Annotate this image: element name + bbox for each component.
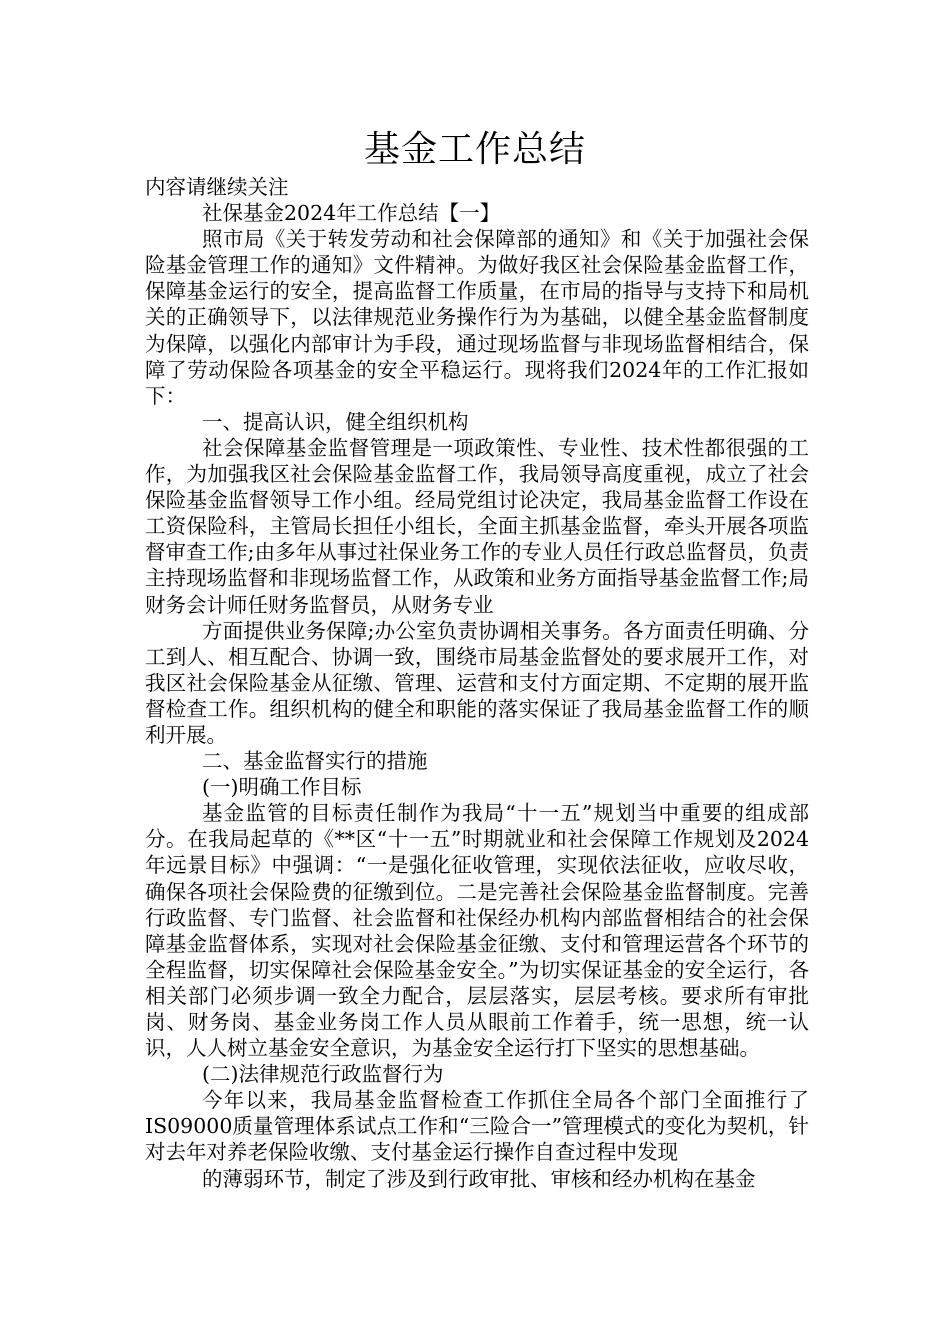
body-paragraph: 照市局《关于转发劳动和社会保障部的通知》和《关于加强社会保险基金管理工作的通知》文件精神。为做好我区社会保险基金监督工作，保障基金运行的安全，提高监督工作质量，在市局的指导与支持下和局机关的正确领导下，以法律规范业务操作行为为基础，以健全基金监督制度为保障，以强化内部审计为手段，通过现场监督与非现场监督相结合，保障了劳动保险各项基金的安全平稳运行。现将我们2024年的工作汇报如下：: [145, 227, 809, 408]
document-title: 基金工作总结: [363, 129, 586, 170]
section-heading: 一、提高认识，健全组织机构: [202, 409, 469, 434]
body-paragraph: 的薄弱环节，制定了涉及到行政审批、审核和经办机构在基金: [202, 1166, 756, 1191]
subsection-heading: (一)明确工作目标: [202, 775, 362, 800]
intro-note: 内容请继续关注: [145, 175, 289, 199]
body-paragraph: 今年以来，我局基金监督检查工作抓住全局各个部门全面推行了IS09000质量管理体系试点工作和“三险合一”管理模式的变化为契机，针对去年对养老保险收缴、支付基金运行操作自查过程中发现: [145, 1088, 809, 1165]
section-heading: 二、基金监督实行的措施: [202, 749, 428, 774]
body-paragraph: 社会保障基金监督管理是一项政策性、专业性、技术性都很强的工作，为加强我区社会保险基金监督工作，我局领导高度重视，成立了社会保险基金监督领导工作小组。经局党组讨论决定，我局基金监督工作设在工资保险科，主管局长担任小组长，全面主抓基金监督，牵头开展各项监督审查工作;由多年从事过社保业务工作的专业人员任行政总监督员，负责主持现场监督和非现场监督工作，从政策和业务方面指导基金监督工作;局财务会计师任财务监督员，从财务专业: [145, 435, 809, 617]
body-paragraph: 方面提供业务保障;办公室负责协调相关事务。各方面责任明确、分工到人、相互配合、协调一致，围绕市局基金监督处的要求展开工作，对我区社会保险基金从征缴、管理、运营和支付方面定期、不定期的展开监督检查工作。组织机构的健全和职能的落实保证了我局基金监督工作的顺利开展。: [145, 618, 809, 747]
body-paragraph: 基金监管的目标责任制作为我局“十一五”规划当中重要的组成部分。在我局起草的《**区“十一五”时期就业和社会保障工作规划及2024年远景目标》中强调：“一是强化征收管理，实现依法征收，应收尽收，确保各项社会保险费的征缴到位。二是完善社会保险基金监督制度。完善行政监督、专门监督、社会监督和社保经办机构内部监督相结合的社会保障基金监督体系，实现对社会保险基金征缴、支付和管理运营各个环节的全程监督，切实保障社会保险基金安全。”为切实保证基金的安全运行，各相关部门必须步调一致全力配合，层层落实，层层考核。要求所有审批岗、财务岗、基金业务岗工作人员从眼前工作着手，统一思想，统一认识，人人树立基金安全意识，为基金安全运行打下坚实的思想基础。: [145, 801, 809, 1061]
subsection-heading: (二)法律规范行政监督行为: [202, 1062, 444, 1087]
document-body: [145, 174, 809, 1192]
section-heading: 社保基金2024年工作总结【一】: [202, 201, 501, 226]
